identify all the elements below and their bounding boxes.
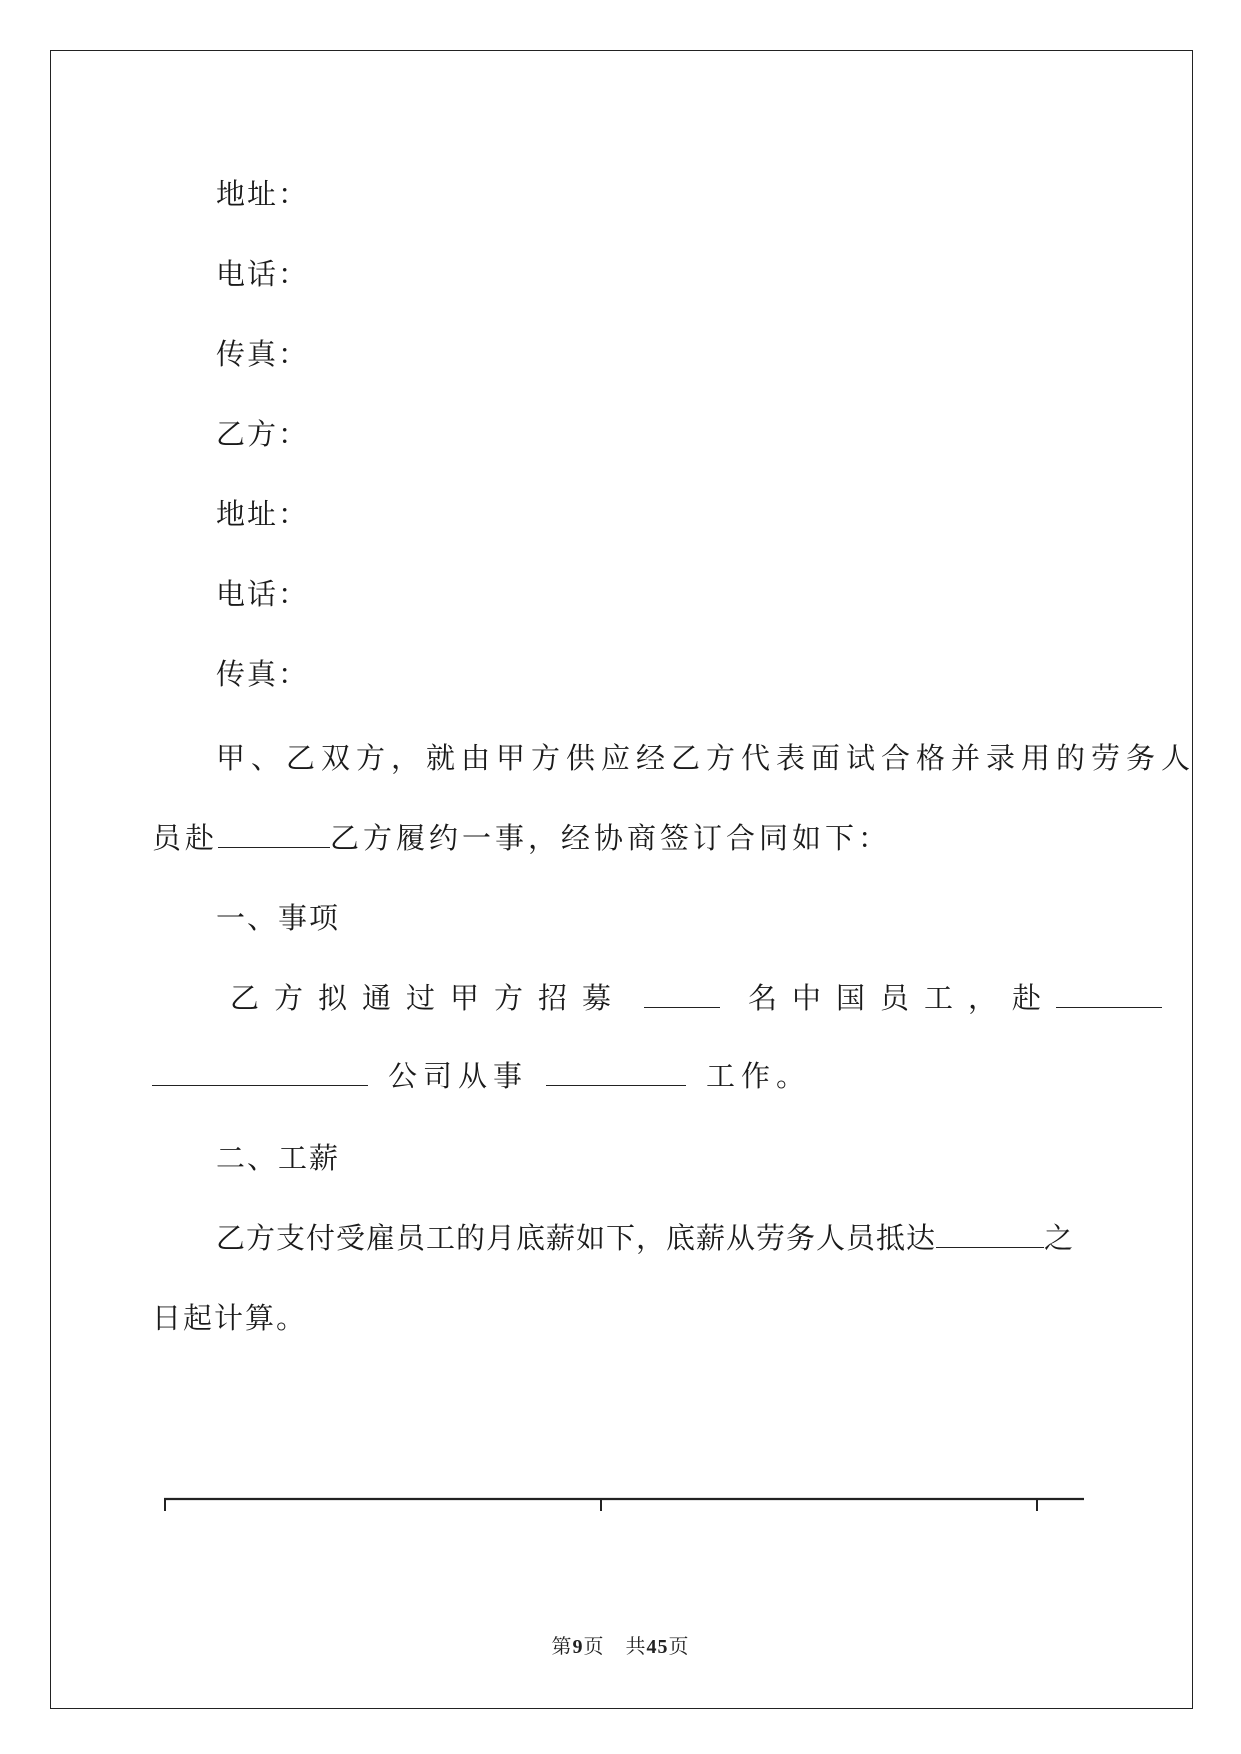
page-frame: [50, 50, 1193, 1709]
partyA-fax-label: 传真：: [216, 337, 310, 371]
section-1-heading: 一、事项: [216, 901, 341, 935]
section-1-text-b: 名中国员工，赴: [748, 981, 1057, 1015]
footer-mid: 页 共: [583, 1634, 647, 1658]
page-footer: [0, 1630, 1241, 1659]
partyA-address-label: 地址：: [216, 177, 310, 211]
company-blank-1: [1056, 983, 1162, 1008]
section-1-text-d: 工作。: [706, 1059, 812, 1093]
section-2-line-2: 日起计算。: [152, 1301, 308, 1335]
section-2-text-a: 乙方支付受雇员工的月底薪如下，底薪从劳务人员抵达: [216, 1221, 937, 1255]
current-page-number: 9: [572, 1636, 584, 1658]
partyB-phone-label: 电话：: [216, 577, 310, 611]
preamble-line-2: [152, 820, 891, 856]
headcount-blank: [644, 983, 720, 1008]
partyB-label: 乙方：: [216, 417, 310, 451]
footer-prefix: 第: [551, 1634, 573, 1658]
partyA-phone-label: 电话：: [216, 257, 310, 291]
section-1-text-c: 公司从事: [388, 1059, 529, 1093]
destination-blank: [218, 823, 330, 848]
preamble-text-start: 员赴: [152, 821, 219, 855]
footer-rule: [164, 1497, 1084, 1511]
section-1-text-a: 乙方拟通过甲方招募: [230, 981, 627, 1015]
preamble-line-1: 甲、乙双方，就由甲方供应经乙方代表面试合格并录用的劳务人: [216, 741, 1197, 775]
section-1-line-2: [152, 1058, 811, 1094]
section-2-text-b: 之: [1044, 1221, 1075, 1255]
job-blank: [546, 1061, 686, 1086]
footer-suffix: 页: [668, 1634, 690, 1658]
company-blank-2: [152, 1061, 368, 1086]
arrival-blank: [936, 1223, 1044, 1248]
total-pages-number: 45: [646, 1636, 669, 1658]
preamble-text-end: 乙方履约一事，经协商签订合同如下：: [330, 821, 892, 855]
section-1-line-1: [230, 980, 1162, 1016]
section-2-line-1: [216, 1220, 1074, 1256]
section-2-heading: 二、工薪: [216, 1141, 341, 1175]
partyB-fax-label: 传真：: [216, 657, 310, 691]
partyB-address-label: 地址：: [216, 497, 310, 531]
